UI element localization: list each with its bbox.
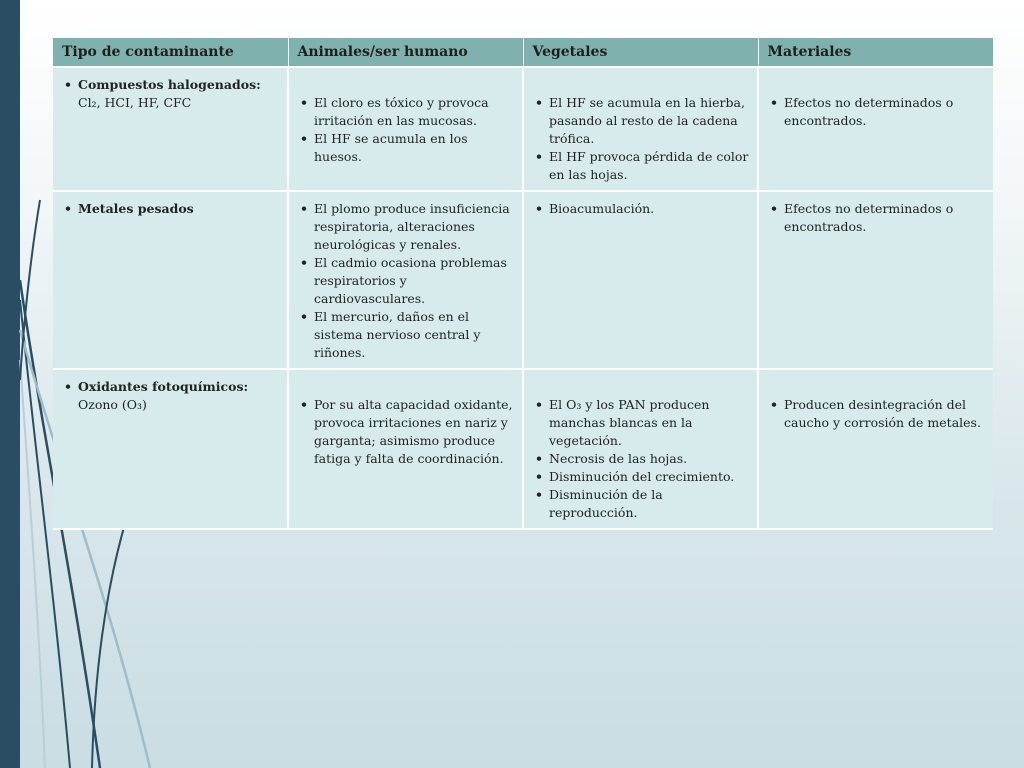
cell-plants (523, 67, 758, 191)
list-item: • Necrosis de las hojas. (532, 450, 749, 468)
list-item: • El cloro es tóxico y provoca irritación en las mucosas. (297, 94, 514, 130)
header-materiales: Materiales (758, 38, 993, 67)
cell-animals (288, 67, 523, 191)
table-row (53, 191, 993, 369)
list-item: • El HF se acumula en los huesos. (297, 130, 514, 166)
cell-plants (523, 191, 758, 369)
table-header-row (53, 38, 993, 67)
cell-animals (288, 369, 523, 529)
list-item (61, 200, 279, 218)
header-vegetales: Vegetales (523, 38, 758, 67)
type-name: Metales pesados (78, 201, 194, 216)
cell-materials (758, 67, 993, 191)
slide-side-bar (0, 0, 20, 768)
list-item: • Disminución de la reproducción. (532, 486, 749, 522)
list-item: • Bioacumulación. (532, 200, 749, 218)
header-tipo: Tipo de contaminante (53, 38, 288, 67)
type-name: Compuestos halogenados: (78, 77, 261, 92)
list-item: • El O₃ y los PAN producen manchas blancas en la vegetación. (532, 396, 749, 450)
table-row (53, 369, 993, 529)
cell-materials (758, 369, 993, 529)
type-formula: Ozono (O₃) (78, 397, 147, 412)
type-name: Oxidantes fotoquímicos: (78, 379, 249, 394)
cell-materials (758, 191, 993, 369)
list-item: • Disminución del crecimiento. (532, 468, 749, 486)
list-item: • Efectos no determinados o encontrados. (767, 200, 985, 236)
list-item: • El plomo produce insuficiencia respiratoria, alteraciones neurológicas y renales. (297, 200, 514, 254)
type-formula: Cl₂, HCI, HF, CFC (78, 95, 192, 110)
list-item: • El cadmio ocasiona problemas respiratorios y cardiovasculares. (297, 254, 514, 308)
list-item (61, 76, 279, 112)
list-item (61, 378, 279, 414)
cell-type (53, 369, 288, 529)
table-row (53, 67, 993, 191)
list-item: • Por su alta capacidad oxidante, provoca irritaciones en nariz y garganta; asimismo produce fatiga y falta de coordinación. (297, 396, 514, 468)
list-item: • El mercurio, daños en el sistema nervioso central y riñones. (297, 308, 514, 362)
cell-type (53, 191, 288, 369)
list-item: • El HF se acumula en la hierba, pasando al resto de la cadena trófica. (532, 94, 749, 148)
list-item: • El HF provoca pérdida de color en las hojas. (532, 148, 749, 184)
cell-animals (288, 191, 523, 369)
contaminants-table (53, 38, 993, 530)
list-item: • Efectos no determinados o encontrados. (767, 94, 985, 130)
cell-plants (523, 369, 758, 529)
cell-type (53, 67, 288, 191)
list-item: • Producen desintegración del caucho y corrosión de metales. (767, 396, 985, 432)
header-animales: Animales/ser humano (288, 38, 523, 67)
